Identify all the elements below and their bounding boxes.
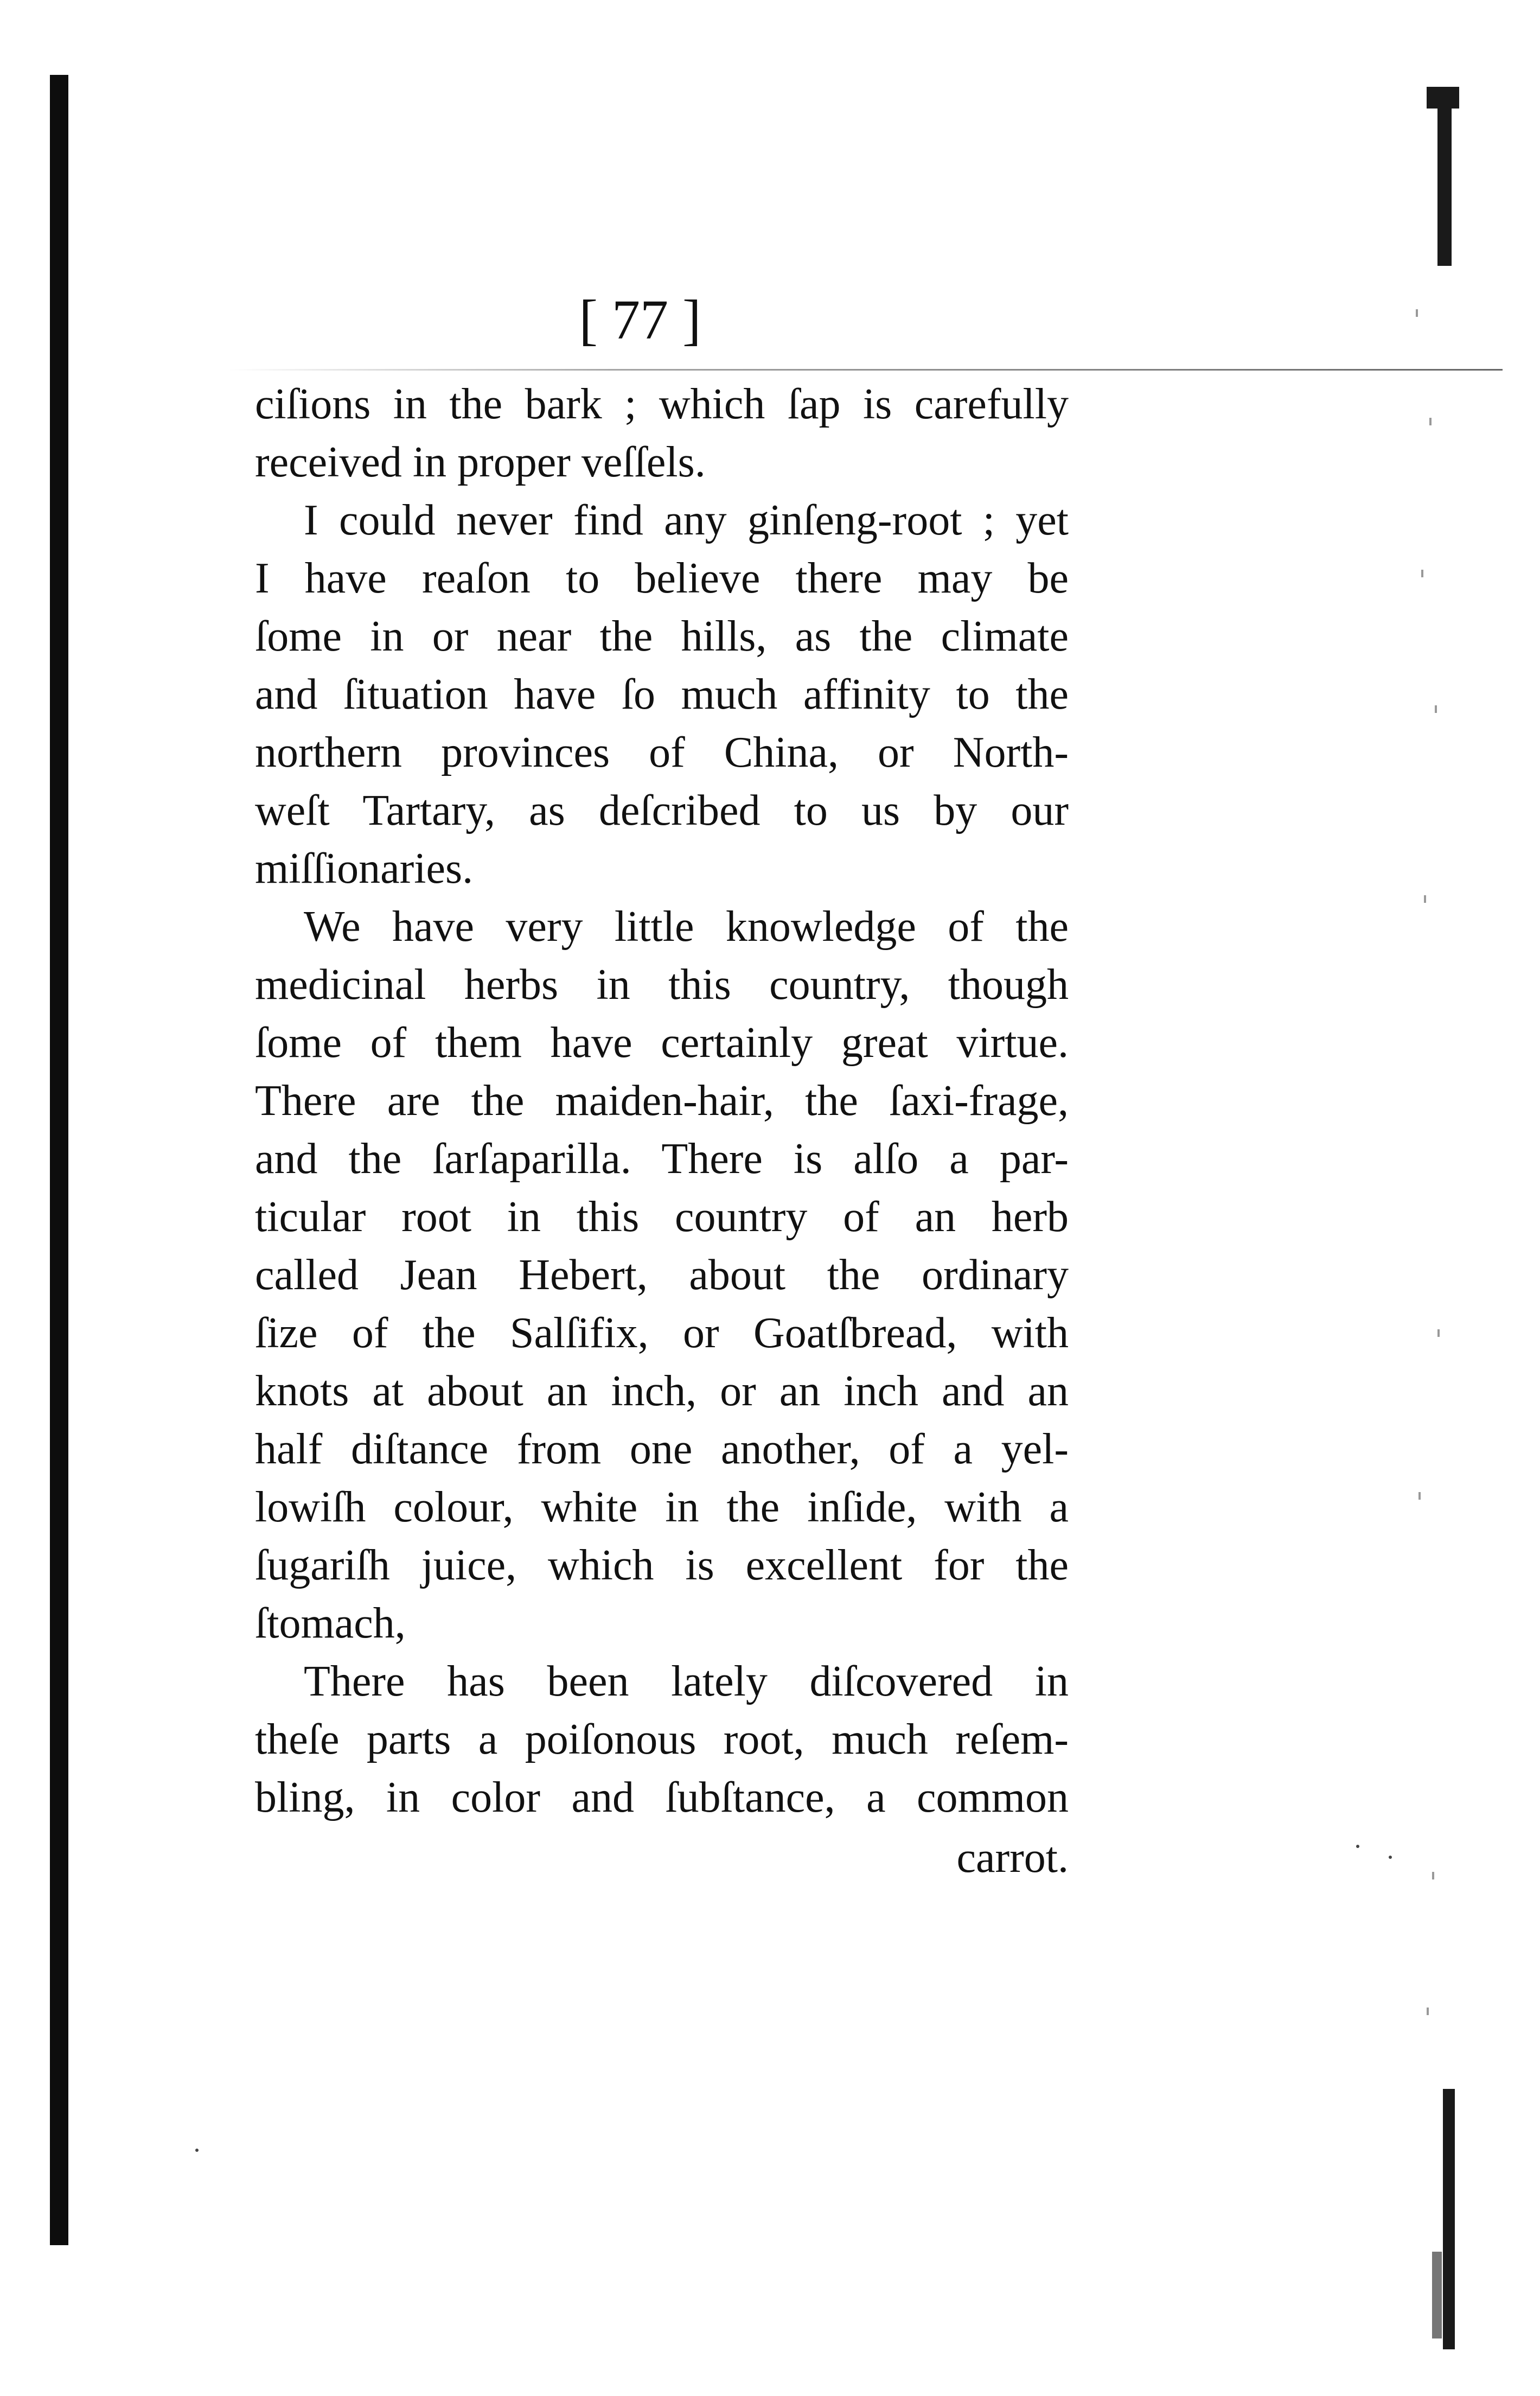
text-line: knots at about an inch, or an inch and an — [255, 1367, 1069, 1415]
text-line: called Jean Hebert, about the ordinary — [255, 1251, 1069, 1299]
text-line: and ſituation have ſo much affinity to the — [255, 671, 1069, 718]
text-line: lowiſh colour, white in the inſide, with a — [255, 1483, 1069, 1531]
text-line: bling, in color and ſubſtance, a common — [255, 1774, 1069, 1821]
header-rule — [228, 369, 1503, 371]
text-line: There has been lately diſcovered in — [304, 1658, 1069, 1705]
catchword: carrot. — [956, 1834, 1069, 1882]
text-line: ticular root in this country of an herb — [255, 1193, 1069, 1241]
text-line: ſome of them have certainly great virtue. — [255, 1019, 1069, 1067]
text-line: weſt Tartary, as deſcribed to us by our — [255, 787, 1069, 834]
body-text — [255, 375, 1069, 1887]
text-line: ciſions in the bark ; which ſap is carefully — [255, 380, 1069, 428]
ink-speck — [195, 2149, 199, 2152]
text-line: ſome in or near the hills, as the climate — [255, 613, 1069, 660]
binding-edge-shadow — [50, 75, 68, 2245]
text-line: There are the maiden-hair, the ſaxi-frage, — [255, 1077, 1069, 1125]
text-line: half diſtance from one another, of a yel- — [255, 1425, 1069, 1473]
text-line: and the ſarſaparilla. There is alſo a par- — [255, 1135, 1069, 1183]
text-line: I could never find any ginſeng-root ; yet — [304, 496, 1069, 544]
text-line: medicinal herbs in this country, though — [255, 961, 1069, 1009]
text-line: miſſionaries. — [255, 845, 474, 893]
text-line: ſize of the Salſifix, or Goatſbread, with — [255, 1309, 1069, 1357]
ink-speck — [1389, 1856, 1392, 1859]
text-line: ſugariſh juice, which is excellent for the — [255, 1541, 1069, 1589]
text-line: ſtomach, — [255, 1600, 406, 1647]
right-page-edge — [1405, 81, 1459, 2393]
text-line: theſe parts a poiſonous root, much reſem- — [255, 1716, 1069, 1763]
text-line: northern provinces of China, or North- — [255, 729, 1069, 776]
text-line: received in proper veſſels. — [255, 438, 706, 486]
text-line: I have reaſon to believe there may be — [255, 555, 1069, 602]
page-number: [ 77 ] — [579, 289, 701, 351]
text-line: We have very little knowledge of the — [304, 903, 1069, 951]
ink-speck — [1356, 1845, 1359, 1848]
